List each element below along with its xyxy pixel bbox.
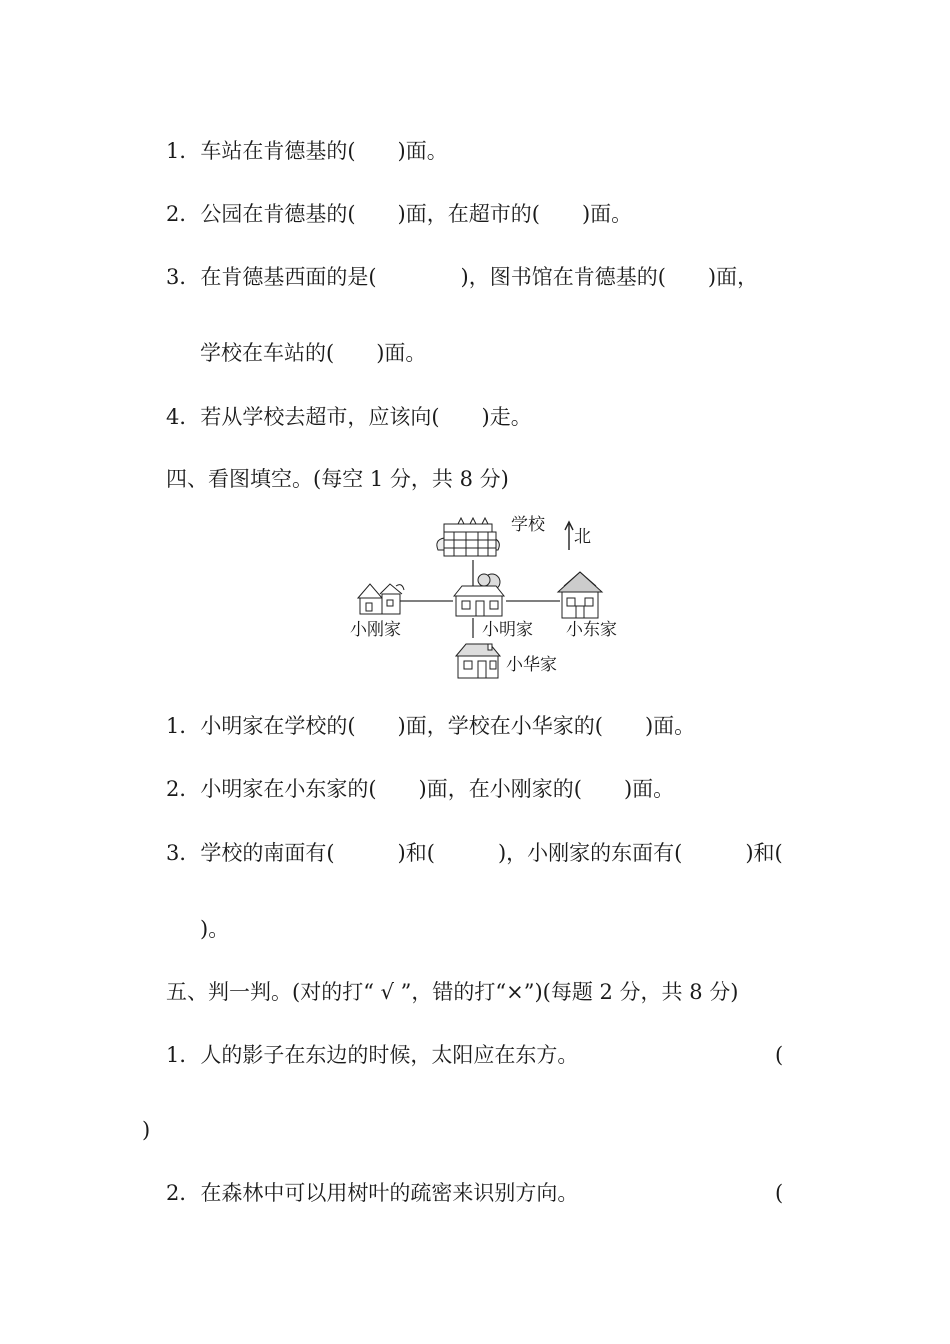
xiaoming-house-icon: [454, 574, 504, 616]
s5-question-2-bracket-open: (: [775, 1181, 784, 1205]
s4-question-3-line2: )。: [200, 917, 230, 941]
direction-map: [340, 510, 630, 690]
north-label: 北: [574, 527, 591, 547]
section5-title: 五、判一判。(对的打“ √ ”，错的打“×”)(每题 2 分，共 8 分): [166, 980, 739, 1004]
xiaogang-label: 小刚家: [350, 620, 401, 640]
xiaodong-house-icon: [558, 572, 602, 618]
s4-question-2: 2．小明家在小东家的( )面，在小刚家的( )面。: [166, 777, 675, 801]
s3-question-3-line1: 3．在肯德基西面的是( )，图书馆在肯德基的( )面，: [166, 265, 759, 289]
xiaoming-label: 小明家: [482, 620, 533, 640]
s3-question-3-line2: 学校在车站的( )面。: [200, 341, 427, 365]
school-label: 学校: [511, 515, 545, 535]
s5-question-1-bracket-close: ): [142, 1118, 151, 1142]
xiaohua-label: 小华家: [506, 655, 557, 675]
s5-question-1-bracket-open: (: [775, 1043, 784, 1067]
s5-question-1: 1．人的影子在东边的时候，太阳应在东方。: [166, 1043, 579, 1067]
s3-question-4: 4．若从学校去超市，应该向( )走。: [166, 405, 532, 429]
s5-question-2: 2．在森林中可以用树叶的疏密来识别方向。: [166, 1181, 579, 1205]
xiaohua-house-icon: [456, 644, 500, 678]
s3-question-2: 2．公园在肯德基的( )面，在超市的( )面。: [166, 202, 633, 226]
s4-question-3-line1: 3．学校的南面有( )和( )，小刚家的东面有( )和(: [166, 841, 783, 865]
s3-question-1: 1．车站在肯德基的( )面。: [166, 139, 448, 163]
xiaogang-house-icon: [358, 584, 404, 614]
north-arrow-icon: [565, 522, 573, 550]
xiaodong-label: 小东家: [566, 620, 617, 640]
section4-title: 四、看图填空。(每空 1 分，共 8 分): [166, 467, 509, 491]
s4-question-1: 1．小明家在学校的( )面，学校在小华家的( )面。: [166, 714, 696, 738]
school-building-icon: [437, 518, 499, 556]
